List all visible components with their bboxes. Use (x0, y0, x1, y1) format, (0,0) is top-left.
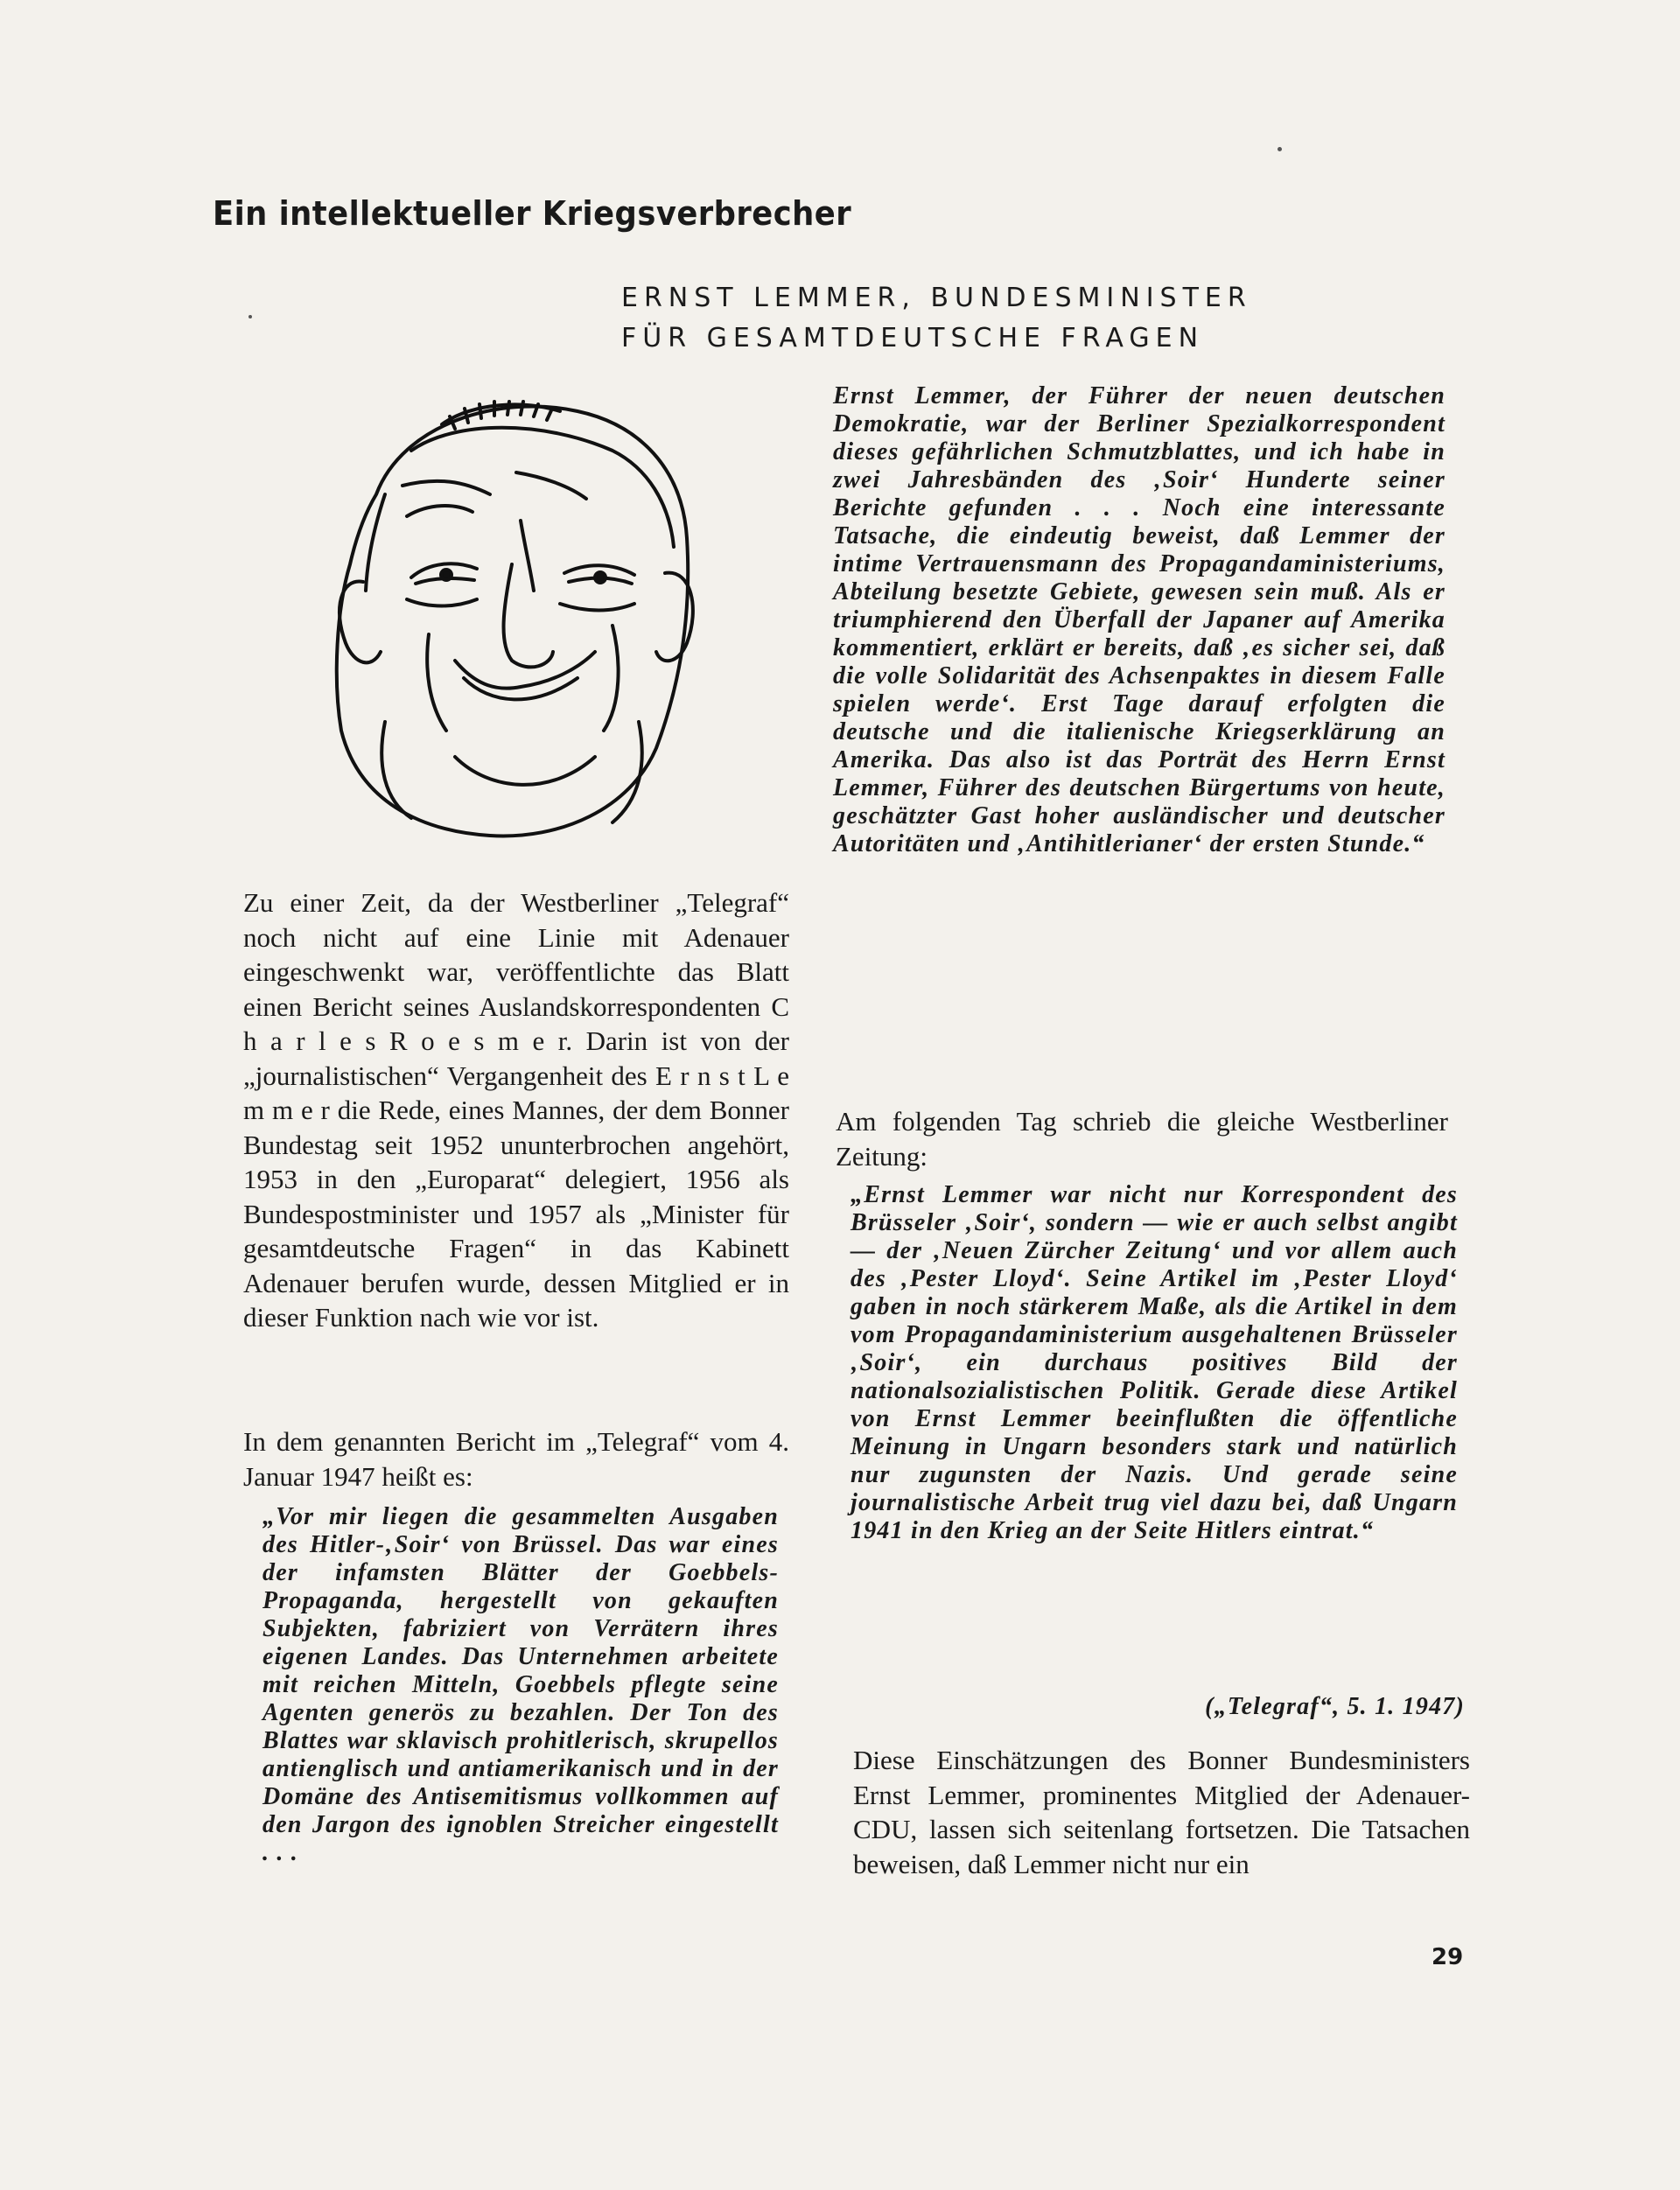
left-column-paragraph-2 (243, 1424, 789, 1494)
citation: („Telegraf“, 5. 1. 1947) (1205, 1693, 1465, 1720)
subtitle-line-1: ERNST LEMMER, BUNDESMINISTER (621, 283, 1252, 313)
body-paragraph: Zu einer Zeit, da der Westberliner „Telegraf“ noch nicht auf eine Linie mit Adenauer eingeschwenkt war, veröffentlichte das Blatt einen Bericht seines Auslandskorrespondenten C h a r l e s R o e s m e r. Darin ist von der „journalistischen“ Vergangenheit des E r n s t L e m m e r die Rede, eines Mannes, der dem Bonner Bundestag seit 1952 ununterbrochen angehört, 1953 in den „Europarat“ delegiert, 1956 als Bundespostminister und 1957 als „Minister für gesamtdeutsche Fragen“ in das Kabinett Adenauer berufen wurde, dessen Mitglied er in dieser Funktion nach wie vor ist. (243, 887, 789, 1333)
left-column-paragraph-1 (243, 885, 789, 1335)
scan-speck (1278, 147, 1282, 151)
article-title: Ein intellektueller Kriegsverbrecher (213, 194, 852, 233)
article-subtitle (621, 278, 1252, 359)
body-paragraph: Diese Einschätzungen des Bonner Bundesministers Ernst Lemmer, prominentes Mitglied der Adenauer-CDU, lassen sich seitenlang fortsetzen. Die Tatsachen beweisen, daß Lemmer nicht nur ein (853, 1745, 1470, 1879)
quote-block-1-continued (833, 382, 1446, 858)
quote-text: „Ernst Lemmer war nicht nur Korrespondent des Brüsseler ‚Soir‘, sondern — wie er auch selbst angibt — der ‚Neuen Zürcher Zeitung‘ und vor allem auch des ‚Pester Lloyd‘. Seine Artikel im ‚Pester Lloyd‘ gaben in noch stärkerem Maße, als die Artikel in dem vom Propagandaministerium ausgehaltenen Brüsseler ‚Soir‘, ein durchaus positives Bild der nationalsozialistischen Politik. Gerade diese Artikel von Ernst Lemmer beeinflußten die öffentliche Meinung in Ungarn besonders stark und natürlich nur zugunsten der Nazis. Und gerade seine journalistische Arbeit trug viel dazu bei, daß Ungarn 1941 in den Krieg an der Seite Hitlers eintrat.“ (850, 1181, 1458, 1544)
quote-block-1 (262, 1503, 779, 1867)
quote-source (1138, 1693, 1465, 1721)
right-column-paragraph-4 (853, 1743, 1470, 1881)
body-paragraph: In dem genannten Bericht im „Telegraf“ vom 4. Januar 1947 heißt es: (243, 1426, 789, 1492)
page-number: 29 (1432, 1944, 1464, 1970)
quote-text: Ernst Lemmer, der Führer der neuen deutschen Demokratie, war der Berliner Spezialkorrespondent dieses gefährlichen Schmutzblattes, und ich habe in zwei Jahresbänden des ‚Soir‘ Hunderte seiner Berichte gefunden . . . Noch eine interessante Tatsache, die eindeutig beweist, daß Lemmer der intime Vertrauensmann des Propagandaministeriums, Abteilung besetzte Gebiete, gewesen sein muß. Als er triumphierend den Überfall der Japaner auf Amerika kommentiert, erklärt er bereits, daß ‚es sicher sei, daß die volle Solidarität des Achsenpaktes in diesem Falle spielen werde‘. Erst Tage darauf erfolgten die deutsche und die italienische Kriegserklärung an Amerika. Das also ist das Porträt des Herrn Ernst Lemmer, Führer des deutschen Bürgertums von heute, geschätzter Gast hoher ausländischer und deutscher Autoritäten und ‚Antihitlerianer‘ der ersten Stunde.“ (833, 382, 1446, 857)
quote-text: „Vor mir liegen die gesammelten Ausgaben des Hitler-‚Soir‘ von Brüssel. Das war eines der infamsten Blätter der Goebbels-Propaganda, hergestellt von gekauften Subjekten, fabriziert von Verrätern ihres eigenen Landes. Das Unternehmen arbeitete mit reichen Mitteln, Goebbels pflegte seine Agenten generös zu bezahlen. Der Ton des Blattes war sklavisch prohitlerisch, skrupellos antienglisch und antiamerikanisch und in der Domäne des Antisemitismus vollkommen auf den Jargon des ignoblen Streicher eingestellt . . . (262, 1503, 779, 1866)
scan-speck (248, 315, 252, 318)
caricature-portrait (324, 389, 709, 849)
right-column-paragraph-3 (836, 1104, 1448, 1173)
quote-block-2 (850, 1181, 1458, 1545)
body-paragraph: Am folgenden Tag schrieb die gleiche Westberliner Zeitung: (836, 1106, 1448, 1172)
subtitle-line-2: FÜR GESAMTDEUTSCHE FRAGEN (621, 323, 1205, 353)
